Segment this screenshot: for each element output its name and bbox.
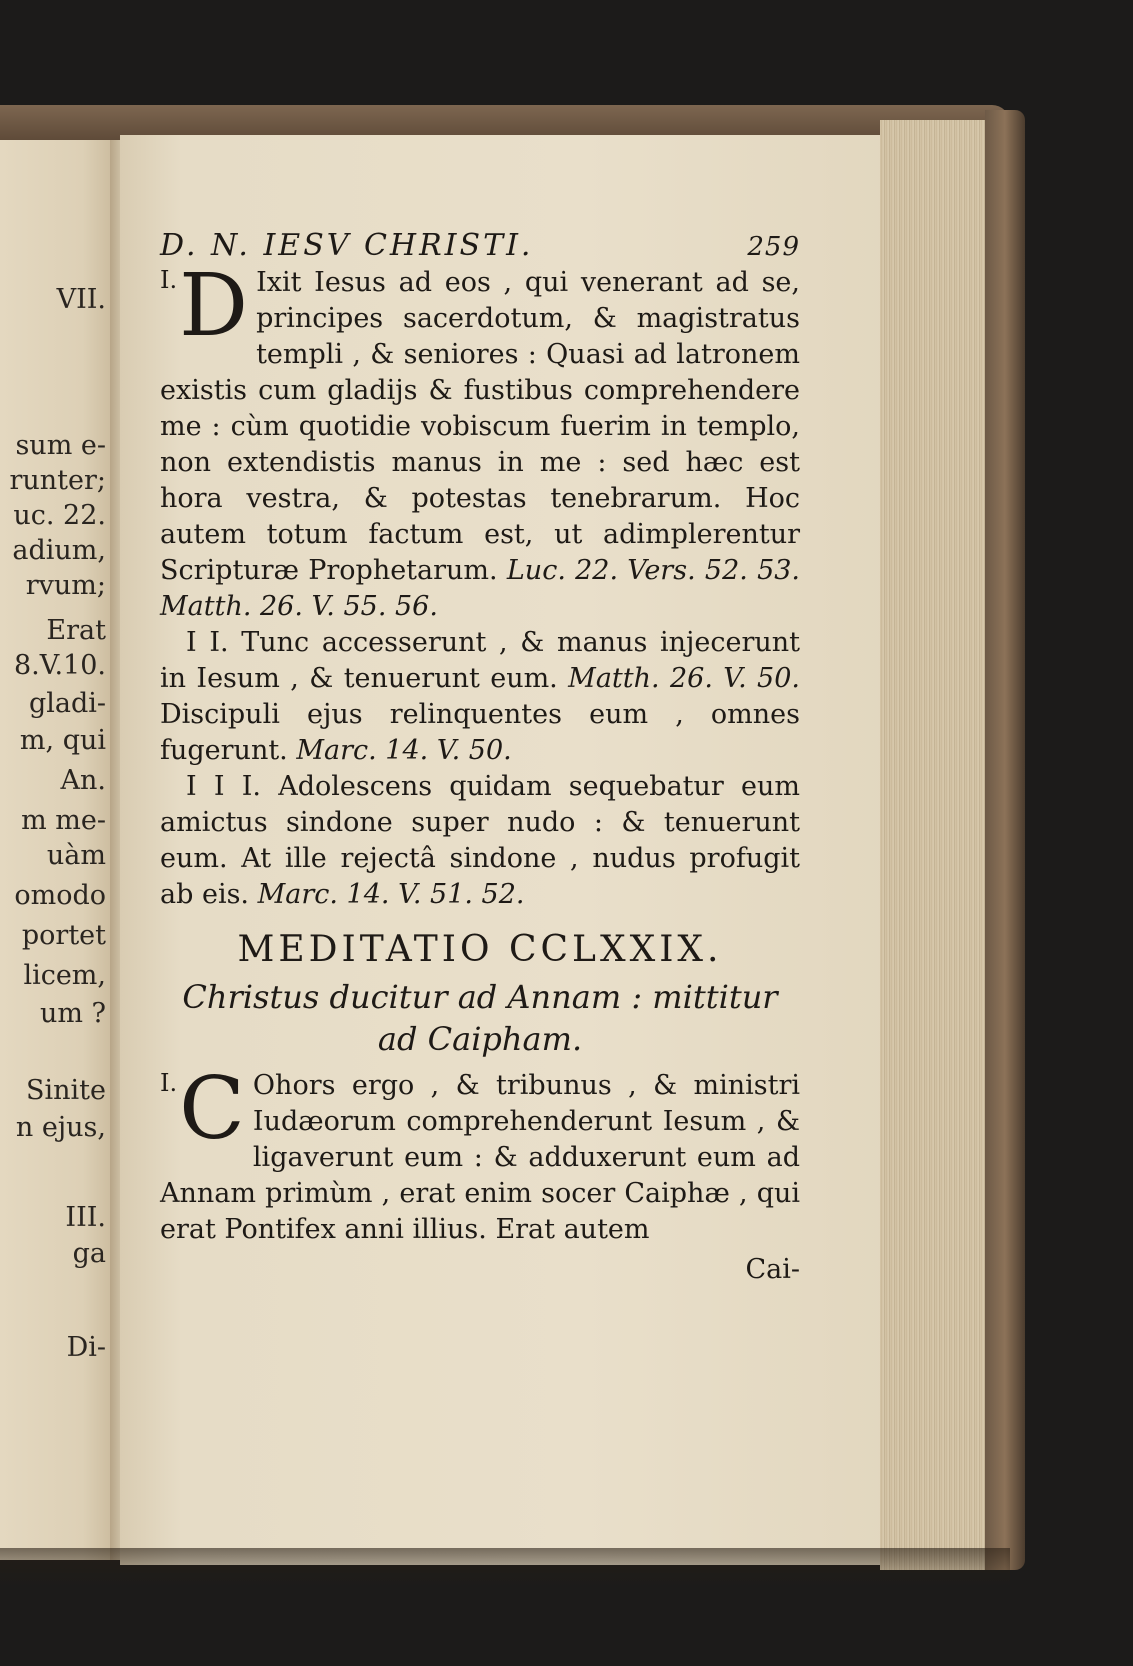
left-page-fragment: An. [60, 765, 106, 796]
section-text: Ixit Iesus ad eos , qui venerant ad se, principes sacerdotum, & magistratus templi , & seniores : Quasi ad latronem existis cum gladijs & fustibus comprehendere me : cùm quotidie vobiscum fuerim in templo, non extendistis manus in me : sed hæc est hora vestra, & potestas tenebrarum. Hoc autem totum factum est, ut adimplerentur Scripturæ Prophetarum. [160, 267, 800, 586]
running-head [160, 228, 800, 263]
section-number: I. [160, 1069, 178, 1097]
left-page [0, 140, 118, 1560]
left-page-fragment: ga [72, 1238, 106, 1269]
left-page-fragment: uàm [46, 840, 106, 871]
left-page-fragment: omodo [14, 880, 106, 911]
scripture-reference: Marc. 14. V. 50. [296, 735, 512, 766]
left-page-fragment: m, qui [19, 725, 106, 756]
left-page-fragment: sum e- [15, 430, 106, 461]
section-text: I I I. Adolescens quidam sequebatur eum amictus sindone super nudo : & tenuerunt eum. At ille rejectâ sindone , nudus profugit ab eis. [160, 771, 800, 910]
bottom-shadow [0, 1548, 1010, 1588]
meditation-subtitle: Christus ducitur ad Annam : mittitur ad Caipham. [182, 978, 778, 1058]
left-page-fragment: Erat [46, 615, 106, 646]
section-text: Ohors ergo , & tribunus , & ministri Iudæorum comprehenderunt Iesum , & ligaverunt eum : & adduxerunt eum ad Annam primùm , erat enim socer Caiphæ , qui erat Pontifex anni illius. Erat autem [160, 1070, 800, 1245]
left-page-fragment: VII. [56, 284, 106, 315]
left-page-fragment: uc. 22. [13, 500, 106, 531]
left-page-fragment: um ? [39, 998, 106, 1029]
left-page-fragment: runter; [9, 465, 106, 496]
left-page-fragment: adium, [12, 535, 106, 566]
section-3 [160, 769, 800, 913]
drop-capital: D [179, 256, 249, 356]
running-head-title: D. N. IESV CHRISTI. [160, 228, 534, 263]
left-page-fragment: m me- [21, 805, 106, 836]
left-page-fragment: rvum; [25, 570, 106, 601]
scripture-reference: Marc. 14. V. 51. 52. [257, 879, 525, 910]
scripture-reference: Matth. 26. V. 50. [568, 663, 801, 694]
left-page-fragment: Sinite [26, 1075, 106, 1106]
section-4 [160, 1059, 800, 1248]
section-text: Discipuli ejus relinquentes eum , omnes fugerunt. [160, 699, 800, 766]
left-page-fragment: Di- [66, 1332, 106, 1363]
section-1 [160, 256, 801, 625]
left-page-fragment: portet [21, 920, 106, 951]
catchword: Cai- [745, 1254, 800, 1285]
scripture-reference: Luc. 22. Vers. 52. 53. Matth. 26. V. 55. 56. [160, 555, 801, 622]
left-page-fragment: licem, [23, 960, 106, 991]
left-page-fragment: 8.V.10. [13, 650, 106, 681]
drop-capital: C [179, 1059, 245, 1159]
cover-edge [985, 110, 1025, 1570]
left-page-fragment: gladi- [28, 688, 106, 719]
page-text [160, 228, 800, 1285]
left-page-fragment: n ejus, [15, 1112, 106, 1143]
left-page-fragment: III. [65, 1202, 106, 1233]
section-2 [160, 625, 800, 769]
meditation-title: MEDITATIO CCLXXIX. [237, 929, 723, 970]
section-text: I I. Tunc accesserunt , & manus injecerunt in Iesum , & tenuerunt eum. [160, 627, 800, 694]
page-edges [880, 120, 992, 1570]
section-number: I. [160, 266, 178, 294]
page-number: 259 [747, 232, 800, 262]
